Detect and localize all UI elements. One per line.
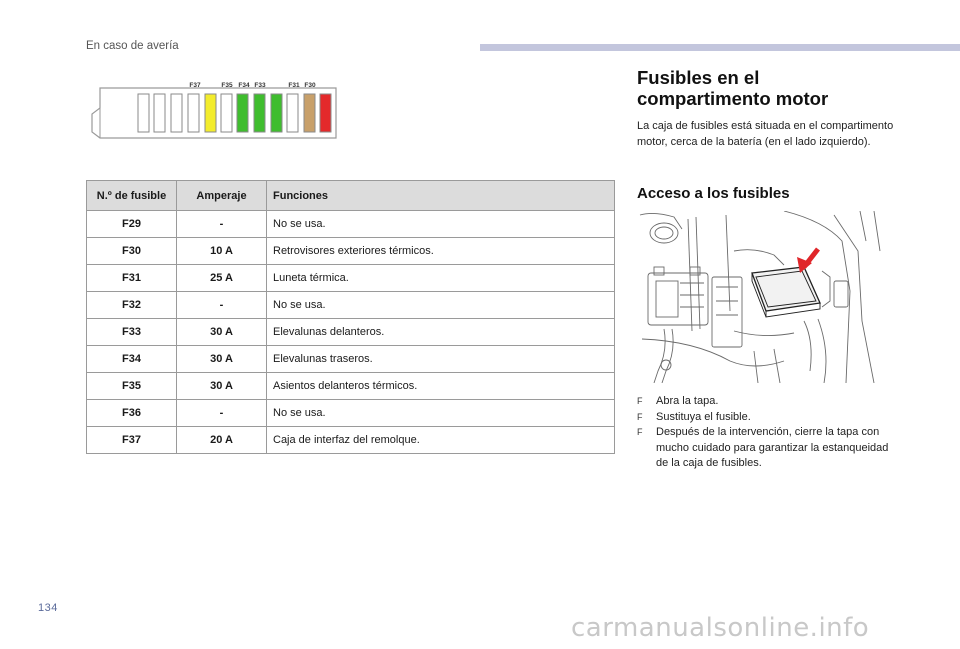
engine-compartment-illustration bbox=[634, 211, 882, 383]
amperage-cell: 30 A bbox=[177, 346, 267, 373]
fuse-slot-empty bbox=[221, 94, 232, 132]
step-text: Después de la intervención, cierre la tapa con mucho cuidado para garantizar la estanqueidad de la caja de fusibles. bbox=[656, 426, 889, 469]
function-cell: Elevalunas delanteros. bbox=[267, 319, 615, 346]
step-text: Sustituya el fusible. bbox=[656, 410, 751, 423]
fuse-label: F30 bbox=[304, 82, 316, 89]
fuse-label: F33 bbox=[254, 82, 266, 89]
table-row bbox=[87, 427, 615, 454]
function-cell: Luneta térmica. bbox=[267, 265, 615, 292]
table-row bbox=[87, 292, 615, 319]
access-fuses-heading: Acceso a los fusibles bbox=[637, 185, 790, 202]
fuse-label: F31 bbox=[288, 82, 300, 89]
fuse-slot-empty bbox=[138, 94, 149, 132]
intro-paragraph: La caja de fusibles está situada en el compartimento motor, cerca de la batería (en el lado izquierdo). bbox=[637, 120, 894, 148]
fuse-number-cell: F35 bbox=[87, 373, 177, 400]
table-row bbox=[87, 400, 615, 427]
fuse-number-cell: F33 bbox=[87, 319, 177, 346]
amperage-cell: 20 A bbox=[177, 427, 267, 454]
function-cell: No se usa. bbox=[267, 292, 615, 319]
fuse-slot-empty bbox=[154, 94, 165, 132]
step-bullet-icon: F bbox=[637, 396, 643, 406]
table-row bbox=[87, 211, 615, 238]
fuse-slot-colored bbox=[205, 94, 216, 132]
fuse-slot-empty bbox=[287, 94, 298, 132]
fuse-number-cell: F29 bbox=[87, 211, 177, 238]
fuse-slot-empty bbox=[171, 94, 182, 132]
steps-list bbox=[637, 394, 897, 472]
step-item bbox=[637, 425, 897, 472]
fuse-label: F34 bbox=[238, 82, 250, 89]
table-row bbox=[87, 346, 615, 373]
table-row bbox=[87, 373, 615, 400]
amperage-cell: - bbox=[177, 211, 267, 238]
table-header-row bbox=[87, 181, 615, 211]
amperage-cell: 25 A bbox=[177, 265, 267, 292]
page-title bbox=[637, 67, 917, 109]
fuse-box-diagram bbox=[88, 76, 344, 148]
function-cell: No se usa. bbox=[267, 211, 615, 238]
table-row bbox=[87, 319, 615, 346]
fuse-slot-colored bbox=[237, 94, 248, 132]
amperage-cell: - bbox=[177, 400, 267, 427]
title-line-2: compartimento motor bbox=[637, 88, 829, 109]
step-item bbox=[637, 410, 897, 426]
amperage-cell: - bbox=[177, 292, 267, 319]
amperage-cell: 10 A bbox=[177, 238, 267, 265]
step-bullet-icon: F bbox=[637, 427, 643, 437]
fuse-slot-colored bbox=[320, 94, 331, 132]
function-cell: Asientos delanteros térmicos. bbox=[267, 373, 615, 400]
fuse-slot-colored bbox=[271, 94, 282, 132]
fuse-number-cell: F31 bbox=[87, 265, 177, 292]
column-header-fuse-number: N.º de fusible bbox=[87, 181, 177, 211]
column-header-functions: Funciones bbox=[267, 181, 615, 211]
step-item bbox=[637, 394, 897, 410]
amperage-cell: 30 A bbox=[177, 373, 267, 400]
title-line-1: Fusibles en el bbox=[637, 67, 760, 88]
fuse-number-cell: F36 bbox=[87, 400, 177, 427]
header-bar bbox=[480, 44, 960, 51]
page-number: 134 bbox=[38, 602, 58, 614]
step-text: Abra la tapa. bbox=[656, 395, 719, 407]
function-cell: No se usa. bbox=[267, 400, 615, 427]
table-row bbox=[87, 265, 615, 292]
watermark: carmanualsonline.info bbox=[571, 613, 870, 643]
function-cell: Elevalunas traseros. bbox=[267, 346, 615, 373]
fuse-number-cell: F32 bbox=[87, 292, 177, 319]
column-header-amperage: Amperaje bbox=[177, 181, 267, 211]
table-row bbox=[87, 238, 615, 265]
section-header: En caso de avería bbox=[86, 40, 179, 52]
step-bullet-icon: F bbox=[637, 411, 643, 422]
fuse-number-cell: F37 bbox=[87, 427, 177, 454]
fuse-label: F35 bbox=[221, 82, 233, 89]
fuse-number-cell: F34 bbox=[87, 346, 177, 373]
function-cell: Retrovisores exteriores térmicos. bbox=[267, 238, 615, 265]
fuse-table bbox=[86, 180, 615, 454]
fuse-label: F37 bbox=[189, 82, 201, 89]
function-cell: Caja de interfaz del remolque. bbox=[267, 427, 615, 454]
fuse-slot-colored bbox=[254, 94, 265, 132]
amperage-cell: 30 A bbox=[177, 319, 267, 346]
fuse-slot-empty bbox=[188, 94, 199, 132]
fuse-number-cell: F30 bbox=[87, 238, 177, 265]
fuse-slot-colored bbox=[304, 94, 315, 132]
